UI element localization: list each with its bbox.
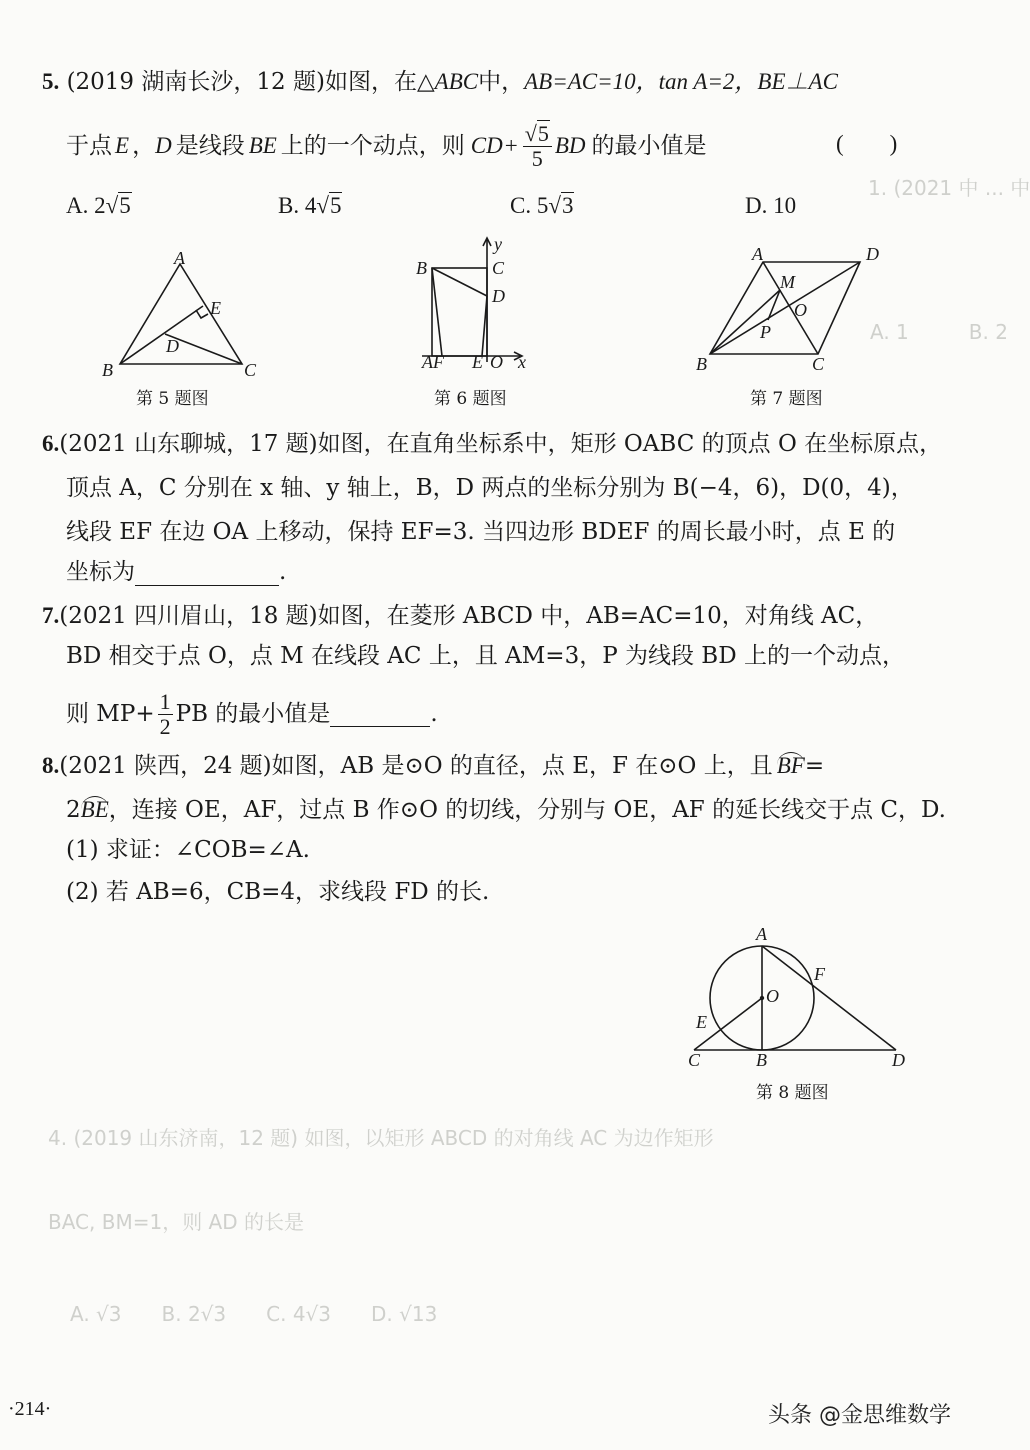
problem-5-line-1: 5. (2019 湖南长沙，12 题)如图，在△ABC中，AB=AC=10，tan A=2，BE⊥AC <box>42 69 838 95</box>
figure-5 <box>90 244 280 384</box>
f6-label-O: O <box>490 352 503 372</box>
figure-7 <box>688 240 888 380</box>
caption-figure-8: 第 8 题图 <box>756 1083 829 1103</box>
answer-blank-6[interactable] <box>135 561 279 586</box>
problem-7-line-3: 则 MP+ $\frac{1}{2}$ PB 的最小值是 . <box>66 688 438 739</box>
caption-figure-7: 第 7 题图 <box>750 389 823 409</box>
answer-bracket: ( ) <box>836 131 898 156</box>
arc-bf: BF <box>776 753 805 778</box>
f5-label-E: E <box>210 298 221 318</box>
problem-7-line-2: BD 相交于点 O，点 M 在线段 AC 上，且 AM=3，P 为线段 BD 上的一个动点， <box>66 643 905 669</box>
problem-7-line-1: 7.(2021 四川眉山，18 题)如图，在菱形 ABCD 中，AB=AC=10，对角线 AC， <box>42 603 879 629</box>
f6-label-B: B <box>416 258 427 278</box>
f8-label-O: O <box>766 986 779 1006</box>
f6-label-x: x <box>518 352 526 372</box>
problem-6-line-2: 顶点 A，C 分别在 x 轴、y 轴上，B，D 两点的坐标分别为 B(−4，6)，D(0，4)， <box>66 475 914 501</box>
option-d[interactable]: D. 10 <box>745 193 797 218</box>
problem-6-line-1: 6.(2021 山东聊城，17 题)如图，在直角坐标系中，矩形 OABC 的顶点 O 在坐标原点， <box>42 431 943 457</box>
bleed-text-2: A. 1 B. 2 <box>870 320 1008 344</box>
f7-label-P: P <box>760 322 771 342</box>
problem-8-part-1: (1) 求证：∠COB=∠A. <box>66 837 310 863</box>
f8-label-D: D <box>892 1050 905 1070</box>
f7-label-D: D <box>866 244 879 264</box>
f8-label-B: B <box>756 1050 767 1070</box>
f7-label-C: C <box>812 354 825 374</box>
f7-label-O: O <box>794 300 807 320</box>
page-number: ·214· <box>8 1398 52 1420</box>
option-a[interactable]: A. 2√5 <box>66 193 131 218</box>
option-b[interactable]: B. 4√5 <box>278 193 342 218</box>
f5-label-C: C <box>244 360 257 380</box>
option-c[interactable]: C. 5√3 <box>510 193 574 218</box>
f8-label-C: C <box>688 1050 701 1070</box>
f5-label-A: A <box>174 248 185 268</box>
f8-label-E: E <box>696 1012 707 1032</box>
f6-label-C: C <box>492 258 505 278</box>
problem-6-line-4: 坐标为 . <box>66 559 287 585</box>
bleed-text-4: BAC, BM=1，则 AD 的长是 <box>48 1210 304 1234</box>
f6-label-E: E <box>472 352 483 372</box>
f8-label-F: F <box>814 964 825 984</box>
f5-label-B: B <box>102 360 113 380</box>
f6-label-D: D <box>492 286 505 306</box>
fraction-sqrt5-over-5: $\frac{√5}{5}$ <box>523 122 552 171</box>
f5-label-D: D <box>166 336 179 356</box>
problem-8-line-1: 8.(2021 陕西，24 题)如图，AB 是⊙O 的直径，点 E，F 在⊙O 上，且 BF= <box>42 753 825 779</box>
caption-figure-6: 第 6 题图 <box>434 389 507 409</box>
problem-8-line-2: 2BE，连接 OE，AF，过点 B 作⊙O 的切线，分别与 OE，AF 的延长线交于点 C，D. <box>66 797 946 823</box>
problem-number: 5. <box>42 69 60 94</box>
caption-figure-5: 第 5 题图 <box>136 389 209 409</box>
fraction-1-over-2: $\frac{1}{2}$ <box>159 688 171 739</box>
f6-label-AF: AF <box>422 352 444 372</box>
f7-label-B: B <box>696 354 707 374</box>
f7-label-A: A <box>752 244 763 264</box>
problem-6-line-3: 线段 EF 在边 OA 上移动，保持 EF=3. 当四边形 BDEF 的周长最小时，点 E 的 <box>66 519 896 545</box>
problem-source: (2019 湖南长沙，12 题) <box>66 69 325 95</box>
f8-label-A: A <box>756 924 767 944</box>
bleed-text-5: A. √3 B. 2√3 C. 4√3 D. √13 <box>70 1302 438 1326</box>
answer-blank-7[interactable] <box>330 702 430 727</box>
figure-8 <box>680 920 916 1070</box>
arc-be: BE <box>80 797 109 822</box>
figure-6 <box>408 232 538 380</box>
problem-8-part-2: (2) 若 AB=6，CB=4，求线段 FD 的长. <box>66 879 490 905</box>
f7-label-M: M <box>780 272 795 292</box>
bleed-text-3: 4. (2019 山东济南，12 题) 如图，以矩形 ABCD 的对角线 AC 为边作矩形 <box>48 1126 714 1150</box>
f6-label-y: y <box>494 234 502 254</box>
watermark: 头条 @金思维数学 <box>768 1403 951 1428</box>
problem-5-line-2: 于点 E ， D 是线段 BE 上的一个动点，则 CD + $\frac{√5}{5}$ BD 的最小值是 <box>66 120 707 171</box>
bleed-text-1: 1. (2021 中 ... 中 <box>868 176 1030 200</box>
